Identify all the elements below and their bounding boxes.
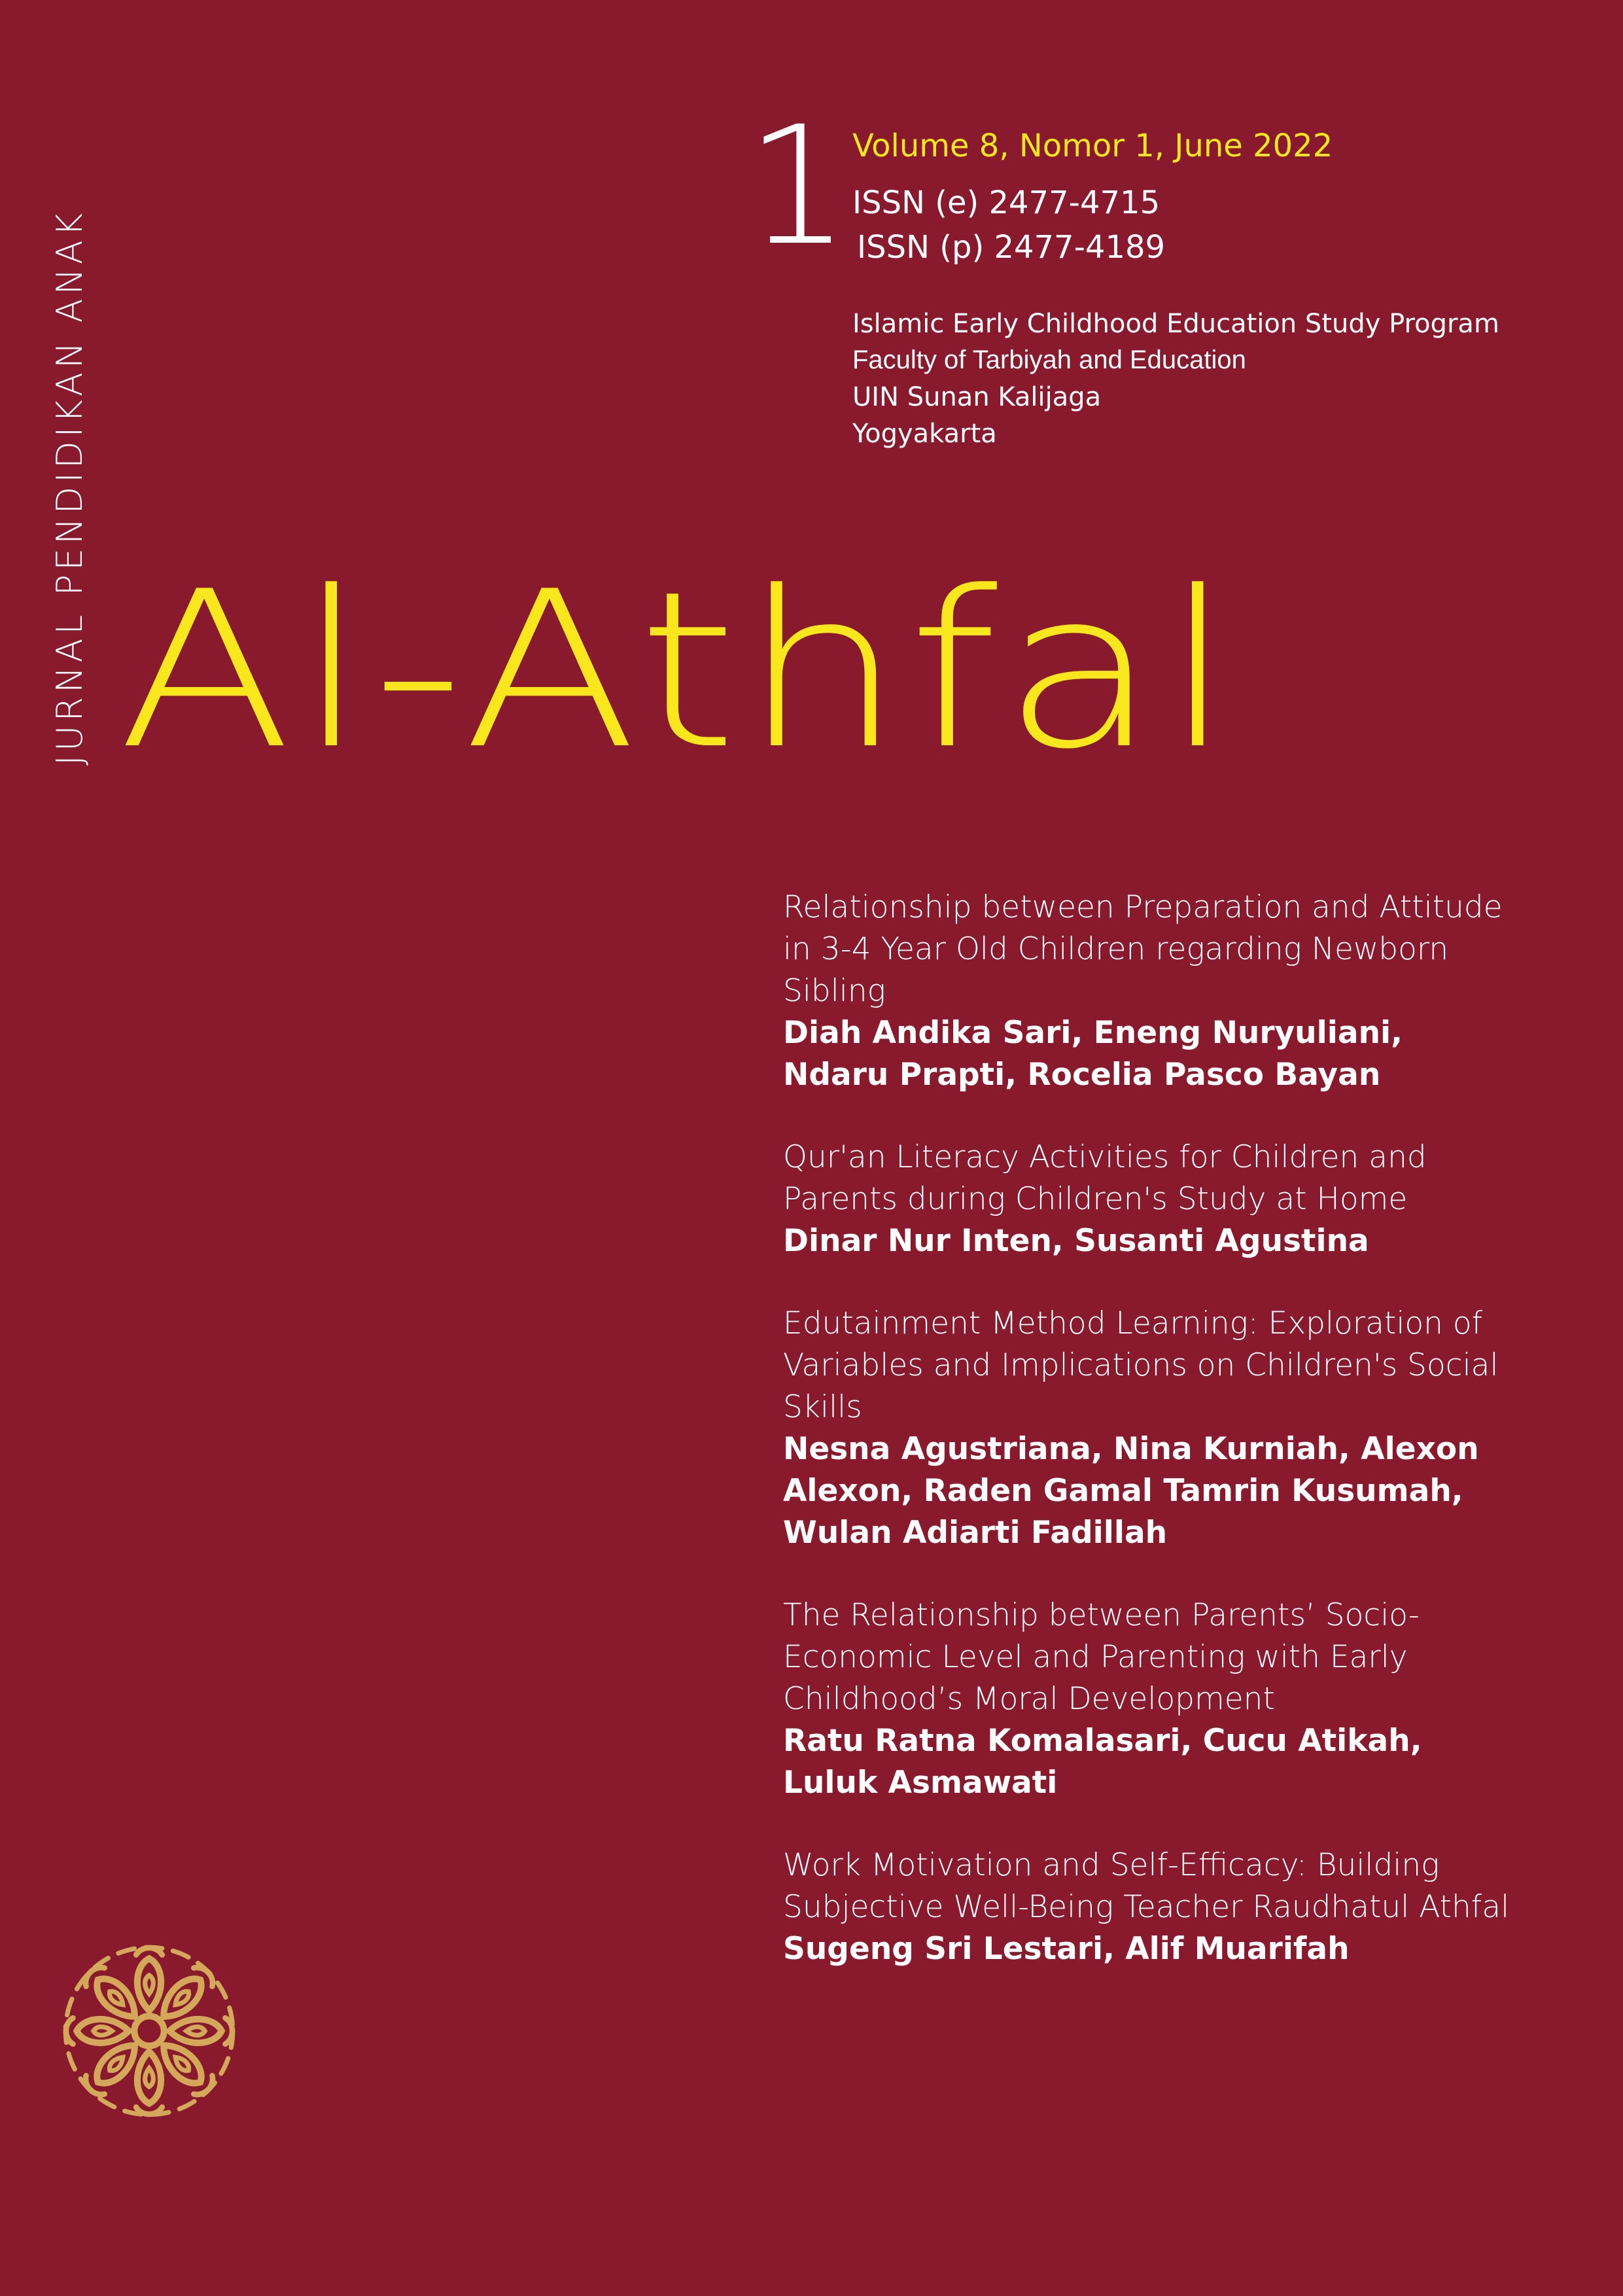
article-item — [783, 1137, 1516, 1262]
article-title: Relationship between Preparation and Attitude in 3-4 Year Old Children regarding Newborn Sibling — [783, 889, 1503, 1009]
article-title: Work Motivation and Self-Efficacy: Building Subjective Well-Being Teacher Raudhatul Athfal — [783, 1847, 1510, 1925]
article-item — [783, 1595, 1516, 1804]
journal-logotype — [118, 545, 1239, 796]
article-list — [783, 887, 1516, 2011]
issn-print: ISSN (p) 2477-4189 — [857, 229, 1166, 266]
institution-program: Islamic Early Childhood Education Study Program — [852, 309, 1499, 339]
article-title: The Relationship between Parents’ Socio-Economic Level and Parenting with Early Childhood’s Moral Development — [783, 1597, 1420, 1717]
article-title: Edutainment Method Learning: Exploration of Variables and Implications on Children's Social Skills — [783, 1305, 1499, 1425]
institution-city: Yogyakarta — [852, 419, 997, 449]
article-authors: Diah Andika Sari, Eneng Nuryuliani, Ndaru Prapti, Rocelia Pasco Bayan — [783, 1015, 1403, 1093]
institution-university: UIN Sunan Kalijaga — [852, 382, 1102, 412]
series-title: JURNAL PENDIDIKAN ANAK — [49, 209, 90, 766]
article-authors: Nesna Agustriana, Nina Kurniah, Alexon Alexon, Raden Gamal Tamrin Kusumah, Wulan Adiarti Fadillah — [783, 1431, 1479, 1551]
article-item — [783, 1303, 1516, 1554]
floral-rosette-icon — [56, 1938, 242, 2124]
article-authors: Sugeng Sri Lestari, Alif Muarifah — [783, 1931, 1350, 1967]
article-authors: Ratu Ratna Komalasari, Cucu Atikah, Luluk Asmawati — [783, 1723, 1422, 1801]
volume-line: Volume 8, Nomor 1, June 2022 — [852, 128, 1333, 164]
issue-number: 1 — [746, 91, 850, 281]
article-item — [783, 887, 1516, 1096]
article-title: Qur'an Literacy Activities for Children and Parents during Children's Study at Home — [783, 1139, 1427, 1217]
article-authors: Dinar Nur Inten, Susanti Agustina — [783, 1223, 1369, 1259]
journal-name: Al-Athfal — [118, 545, 1239, 796]
issn-electronic: ISSN (e) 2477-4715 — [852, 185, 1161, 221]
institution-faculty: Faculty of Tarbiyah and Education — [852, 345, 1246, 374]
article-item — [783, 1845, 1516, 1970]
